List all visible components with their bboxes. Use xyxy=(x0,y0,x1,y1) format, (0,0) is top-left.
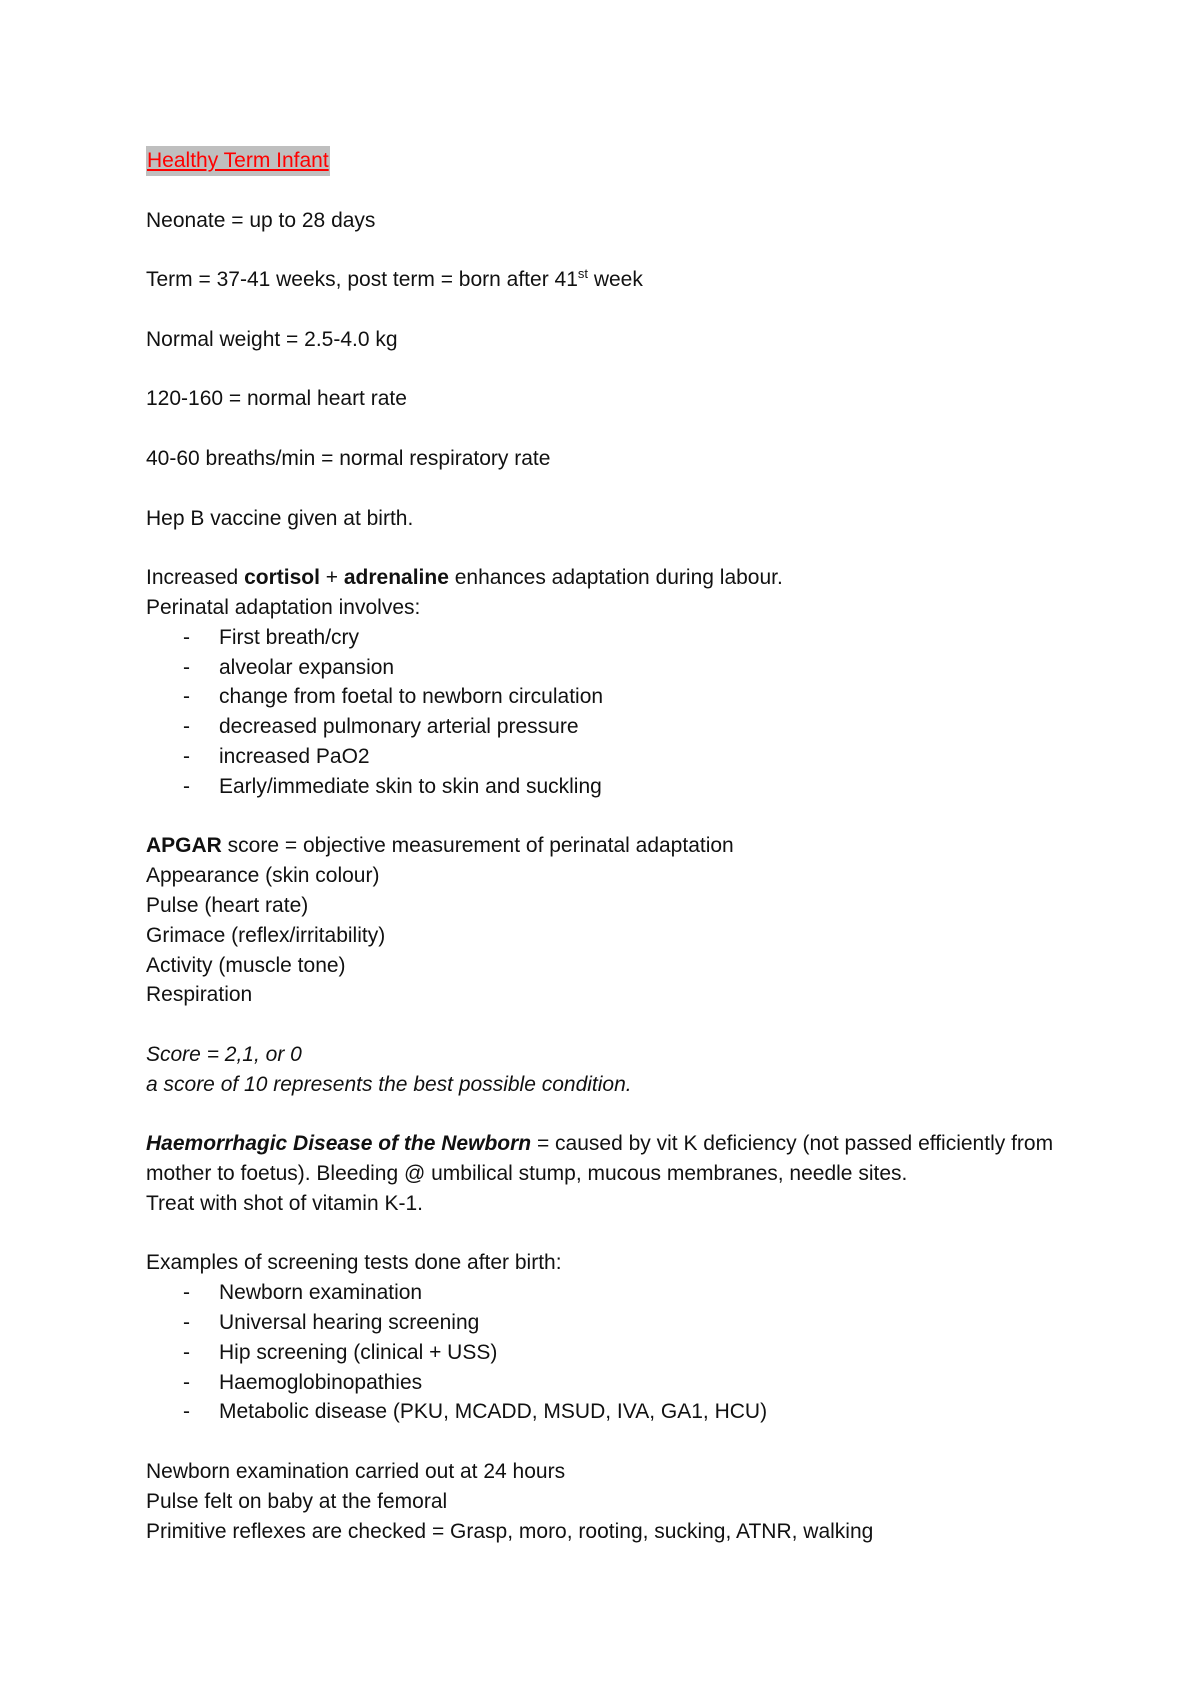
screening-list xyxy=(146,1278,1106,1427)
list-item: - Metabolic disease (PKU, MCADD, MSUD, IVA, GA1, HCU) xyxy=(183,1400,768,1424)
haemorrhagic-paragraph: Haemorrhagic Disease of the Newborn = caused by vit K deficiency (not passed efficiently from mother to foetus). Bleeding @ umbilical stump, mucous membranes, needle sites. xyxy=(146,1132,1054,1186)
perinatal-intro: Perinatal adaptation involves: xyxy=(146,595,421,619)
screening-intro: Examples of screening tests done after birth: xyxy=(146,1251,562,1275)
heart-rate-line: 120-160 = normal heart rate xyxy=(146,387,407,411)
apgar-line: APGAR score = objective measurement of perinatal adaptation xyxy=(146,834,734,858)
score-line: Score = 2,1, or 0 xyxy=(146,1042,302,1066)
exam-line: Newborn examination carried out at 24 hours xyxy=(146,1460,566,1484)
list-item: - Haemoglobinopathies xyxy=(183,1370,423,1394)
apgar-item: Pulse (heart rate) xyxy=(146,893,309,917)
apgar-item: Grimace (reflex/irritability) xyxy=(146,923,386,947)
exam-line: Primitive reflexes are checked = Grasp, moro, rooting, sucking, ATNR, walking xyxy=(146,1519,874,1543)
resp-rate-line: 40-60 breaths/min = normal respiratory rate xyxy=(146,446,551,470)
list-item: - increased PaO2 xyxy=(183,744,370,768)
list-item: - change from foetal to newborn circulation xyxy=(183,685,604,709)
apgar-item: Respiration xyxy=(146,983,253,1007)
weight-line: Normal weight = 2.5-4.0 kg xyxy=(146,327,398,351)
cortisol-line: Increased cortisol + adrenaline enhances adaptation during labour. xyxy=(146,566,783,590)
list-item: - Hip screening (clinical + USS) xyxy=(183,1340,498,1364)
apgar-item: Appearance (skin colour) xyxy=(146,864,380,888)
list-item: - Universal hearing screening xyxy=(183,1311,480,1335)
haemorrhagic-treatment: Treat with shot of vitamin K-1. xyxy=(146,1191,423,1215)
list-item: - Early/immediate skin to skin and suckling xyxy=(183,774,602,798)
list-item: - alveolar expansion xyxy=(183,655,395,679)
term-line: Term = 37-41 weeks, post term = born after 41st week xyxy=(146,266,643,292)
document-body xyxy=(146,146,1106,1546)
apgar-item: Activity (muscle tone) xyxy=(146,953,346,977)
neonate-line: Neonate = up to 28 days xyxy=(146,208,376,232)
list-item: - Newborn examination xyxy=(183,1281,423,1305)
list-item: - decreased pulmonary arterial pressure xyxy=(183,715,579,739)
hepb-line: Hep B vaccine given at birth. xyxy=(146,506,414,530)
list-item: - First breath/cry xyxy=(183,625,360,649)
perinatal-list xyxy=(146,623,1106,802)
page-title: Healthy Term Infant xyxy=(146,146,330,176)
score-note: a score of 10 represents the best possible condition. xyxy=(146,1072,632,1096)
exam-line: Pulse felt on baby at the femoral xyxy=(146,1489,448,1513)
heading-line xyxy=(146,146,1106,176)
